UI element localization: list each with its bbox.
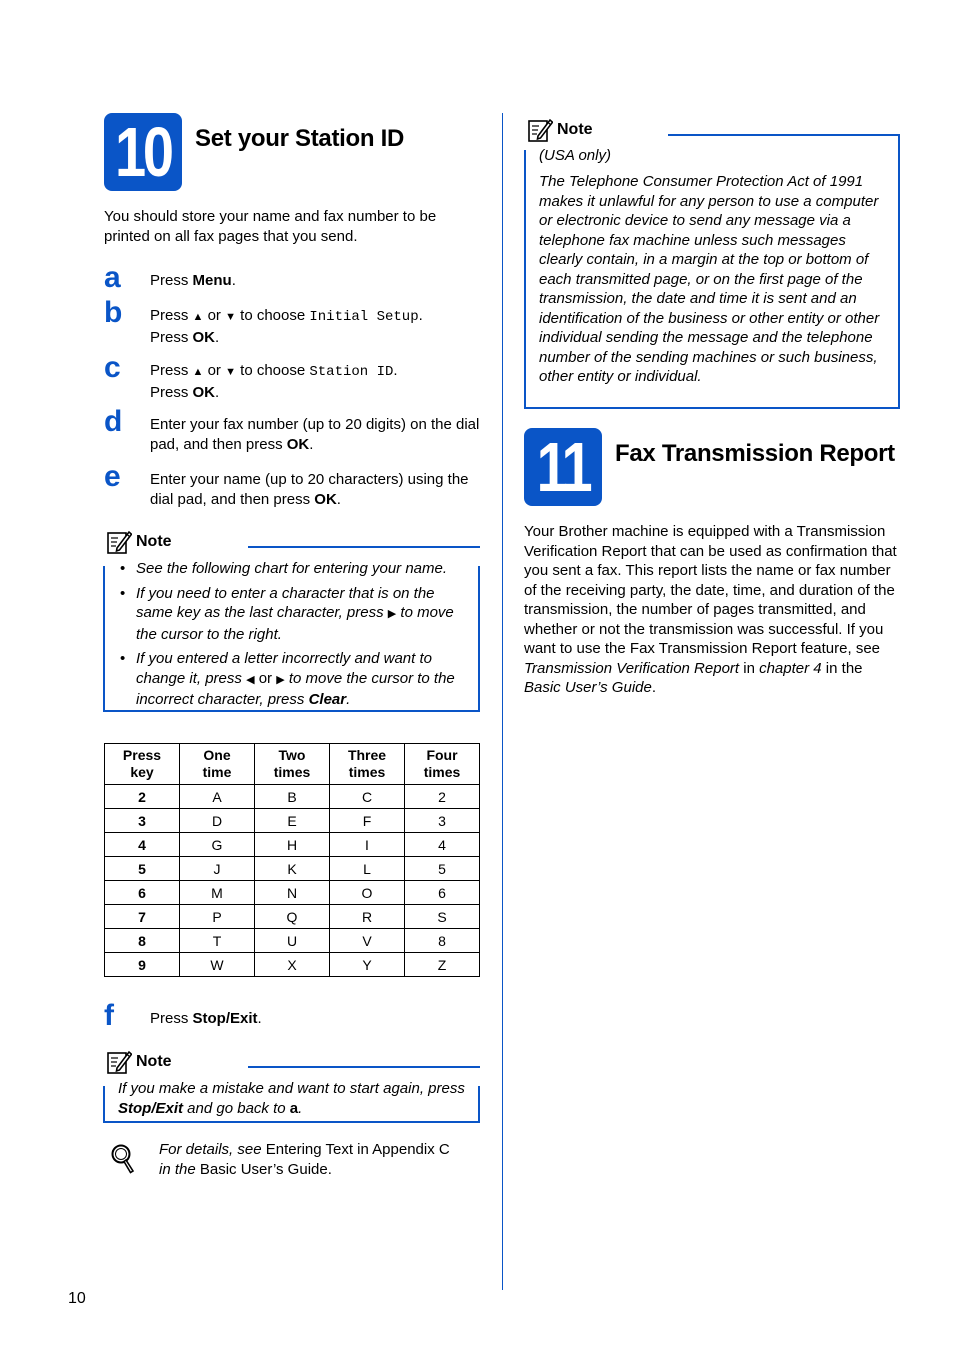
substep-d-letter: d (104, 405, 123, 438)
ok-key-label: OK (192, 328, 216, 346)
table-cell: S (405, 905, 480, 929)
table-cell: 6 (405, 881, 480, 905)
table-cell: U (255, 929, 330, 953)
up-arrow-icon: ▲ (192, 366, 204, 378)
menu-key-label: Menu (192, 272, 232, 289)
substep-b-letter: b (104, 296, 123, 329)
table-cell: E (255, 809, 330, 833)
table-cell: X (255, 953, 330, 977)
up-arrow-icon: ▲ (192, 311, 204, 323)
note-1-top-rule (248, 546, 480, 548)
table-cell: G (180, 833, 255, 857)
table-cell: V (330, 929, 405, 953)
note-usa-body: The Telephone Consumer Protection Act of 1991 makes it unlawful for any person to use a computer or electronic device to send any message via a telephone fax machine unless such messages clearly contain, in a margin at the top or bottom of each transmitted page, or on the first page of the transmission, the date and time it is sent and an identification of the business or other entity or other individual sending the message and the telephone number of the sending machines or such business, other entity or individual. (539, 173, 880, 385)
table-row (105, 785, 480, 809)
substep-b-text: Press ▲ or ▼ to choose Initial Setup. Press OK. (150, 307, 423, 346)
note-1-item: • If you entered a letter incorrectly and want to change it, press ◀ or ▶ to move the cursor to the incorrect character, press Clear. (118, 649, 468, 710)
character-entry-table (104, 743, 480, 977)
substep-e-letter: e (104, 460, 121, 493)
note-2-text: If you make a mistake and want to start again, press Stop/Exit and go back to a. (118, 1080, 465, 1117)
table-row (105, 905, 480, 929)
note-2-top-rule (248, 1066, 480, 1068)
table-cell: Y (330, 953, 405, 977)
step-11-body: Your Brother machine is equipped with a Transmission Verification Report that can be used as confirmation that you sent a fax. This report lists the name or fax number of the receiving party, the date, time, and duration of the transmission, the number of pages transmitted, and whether or not the transmission was successful. If you want to use the Fax Transmission Report feature, see Transmission Verification Report in chapter 4 in the Basic User’s Guide. (524, 523, 897, 696)
table-cell: J (180, 857, 255, 881)
clear-key-label: Clear (308, 691, 347, 708)
step-10-number: 10 (115, 113, 171, 191)
note-usa-header (527, 117, 593, 143)
substep-c-text: Press ▲ or ▼ to choose Station ID. Press OK. (150, 362, 398, 401)
note-pencil-icon (106, 529, 132, 555)
table-cell: 5 (105, 857, 180, 881)
table-cell: Z (405, 953, 480, 977)
table-cell: D (180, 809, 255, 833)
table-row (105, 833, 480, 857)
lcd-station-id: Station ID (309, 364, 394, 380)
table-cell: 2 (105, 785, 180, 809)
page-number: 10 (68, 1290, 86, 1307)
table-cell: 9 (105, 953, 180, 977)
table-cell: K (255, 857, 330, 881)
table-cell: 8 (105, 929, 180, 953)
note-pencil-icon (527, 117, 553, 143)
table-cell: L (330, 857, 405, 881)
reference-text: For details, see Entering Text in Appendix C in the Basic User’s Guide. (159, 1141, 450, 1178)
table-row (105, 929, 480, 953)
table-cell: 4 (405, 833, 480, 857)
ok-key-label: OK (314, 490, 337, 508)
note-1-item: • See the following chart for entering your name. (118, 559, 468, 579)
table-cell: I (330, 833, 405, 857)
table-cell: O (330, 881, 405, 905)
table-header: Three times (330, 744, 405, 785)
step-10-intro: You should store your name and fax number to be printed on all fax pages that you send. (104, 208, 437, 245)
substep-a-text: Press Menu. (150, 272, 236, 289)
stop-exit-key-label: Stop/Exit (118, 1099, 184, 1117)
down-arrow-icon: ▼ (225, 311, 236, 323)
step-11-number: 11 (536, 428, 590, 506)
column-divider (502, 113, 503, 1290)
substep-e-text: Enter your name (up to 20 characters) using the dial pad, and then press OK. (150, 471, 469, 508)
right-arrow-icon: ▶ (276, 673, 285, 686)
stop-exit-key-label: Stop/Exit (192, 1010, 258, 1027)
table-cell: A (180, 785, 255, 809)
note-usa-label: Note (557, 121, 593, 138)
table-header: Four times (405, 744, 480, 785)
substep-c-letter: c (104, 351, 121, 384)
note-usa-heading: (USA only) (539, 147, 611, 164)
lcd-initial-setup: Initial Setup (309, 309, 419, 325)
step-11-title: Fax Transmission Report (615, 440, 895, 467)
substep-a-letter: a (104, 261, 121, 294)
substep-d-text: Enter your fax number (up to 20 digits) on the dial pad, and then press OK. (150, 416, 480, 453)
table-cell: 2 (405, 785, 480, 809)
table-cell: 4 (105, 833, 180, 857)
table-row (105, 881, 480, 905)
substep-f-text: Press Stop/Exit. (150, 1010, 262, 1027)
table-row (105, 953, 480, 977)
note-1-item: • If you need to enter a character that is on the same key as the last character, press ▶ to move the cursor to the right. (118, 584, 468, 645)
table-header: Press key (105, 744, 180, 785)
step-10-title: Set your Station ID (195, 125, 404, 152)
right-arrow-icon: ▶ (387, 608, 397, 620)
table-cell: R (330, 905, 405, 929)
left-arrow-icon: ◀ (246, 673, 255, 686)
table-cell: N (255, 881, 330, 905)
table-row (105, 857, 480, 881)
table-cell: F (330, 809, 405, 833)
ok-key-label: OK (192, 383, 216, 401)
table-cell: 3 (405, 809, 480, 833)
table-row (105, 809, 480, 833)
table-cell: W (180, 953, 255, 977)
table-cell: 5 (405, 857, 480, 881)
note-2-label: Note (136, 1053, 172, 1070)
table-cell: B (255, 785, 330, 809)
substep-f-letter: f (104, 999, 114, 1032)
ok-key-label: OK (286, 435, 310, 453)
note-1-header (106, 529, 172, 555)
table-cell: P (180, 905, 255, 929)
note-pencil-icon (106, 1049, 132, 1075)
table-header: One time (180, 744, 255, 785)
table-cell: H (255, 833, 330, 857)
table-cell: T (180, 929, 255, 953)
table-cell: 6 (105, 881, 180, 905)
table-header: Two times (255, 744, 330, 785)
note-1-label: Note (136, 533, 172, 550)
table-cell: 8 (405, 929, 480, 953)
substep-a-reference: a (289, 1099, 299, 1117)
note-1-list (118, 559, 468, 715)
step-11-badge (524, 428, 602, 506)
table-header-row (105, 744, 480, 785)
note-2-header (106, 1049, 172, 1075)
step-10-badge (104, 113, 182, 191)
magnifier-icon (110, 1143, 138, 1175)
down-arrow-icon: ▼ (225, 366, 236, 378)
table-cell: 3 (105, 809, 180, 833)
table-cell: 7 (105, 905, 180, 929)
table-cell: Q (255, 905, 330, 929)
table-cell: C (330, 785, 405, 809)
note-usa-top-rule (668, 134, 900, 136)
table-cell: M (180, 881, 255, 905)
